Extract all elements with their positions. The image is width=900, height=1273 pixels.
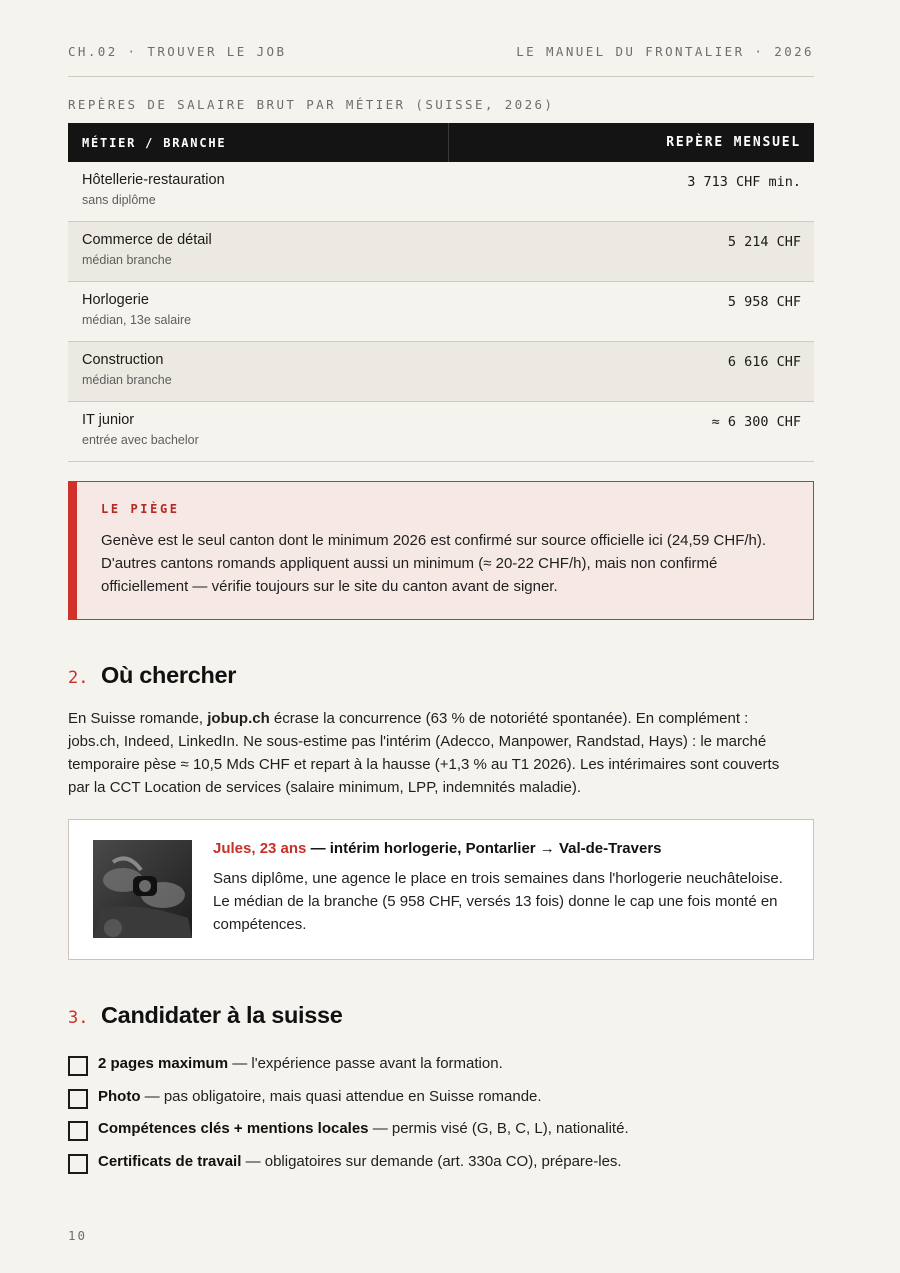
trap-callout	[68, 481, 814, 620]
table-row	[68, 342, 814, 402]
section-heading-2	[68, 662, 236, 689]
section-number: 2.	[68, 668, 89, 688]
testimonial-role: — intérim horlogerie, Pontarlier → Val-de-Travers	[306, 840, 662, 857]
jobup-link-text: jobup.ch	[207, 710, 270, 727]
job-name: Commerce de détail	[82, 232, 212, 248]
checklist-item-text: — obligatoires sur demande (art. 330a CO), prépare-les.	[241, 1152, 622, 1170]
checkbox-icon[interactable]	[68, 1154, 88, 1174]
job-name: IT junior	[82, 412, 135, 428]
trap-label: LE PIÈGE	[101, 502, 180, 516]
testimonial-text: Sans diplôme, une agence le place en trois semaines dans l'horlogerie neuchâteloise. Le médian de la branche (5 958 CHF, versés 13 fois) donne le cap une fois monté en compétences.	[213, 870, 783, 933]
table-row	[68, 282, 814, 342]
salary-table	[68, 123, 814, 462]
testimonial-heading	[213, 840, 793, 857]
application-checklist	[68, 1054, 814, 1184]
job-note: médian, 13e salaire	[82, 313, 192, 327]
checklist-item	[68, 1054, 814, 1087]
paragraph-text: écrase la concurrence (63 % de notoriété spontanée). En complément : jobs.ch, Indeed, LinkedIn. Ne sous-estime pas l'intérim (Adecco, Manpower, Randstad, Hays) : le marché temporaire pèse ≈ 10,5 Mds CHF et repart à la hausse (+1,3 % au T1 2026). Les intérimaires sont couverts par la CCT Location de services (salaire minimum, LPP, indemnités maladie).	[68, 710, 780, 796]
job-name: Hôtellerie-restauration	[82, 172, 225, 188]
checklist-item-bold: Compétences clés + mentions locales	[98, 1120, 369, 1137]
table-row	[68, 162, 814, 222]
salary-value: 6 616 CHF	[727, 354, 801, 370]
checklist-item	[68, 1087, 814, 1120]
salary-value: 5 214 CHF	[727, 234, 801, 250]
checkbox-icon[interactable]	[68, 1056, 88, 1076]
checklist-item-text: — pas obligatoire, mais quasi attendue en Suisse romande.	[140, 1087, 542, 1105]
checklist-item-bold: Photo	[98, 1087, 141, 1105]
job-name: Construction	[82, 352, 164, 368]
table-row	[68, 222, 814, 282]
trap-text: Genève est le seul canton dont le minimum 2026 est confirmé sur source officielle ici (24,59 CHF/h). D'autres cantons romands appliquent aussi un minimum (≈ 20-22 CHF/h), mais non confirmé officiellement — vérifie toujours sur le site du canton avant de signer.	[101, 532, 767, 595]
header-divider	[68, 76, 814, 77]
chapter-label: CH.02 · TROUVER LE JOB	[68, 44, 287, 59]
checkbox-icon[interactable]	[68, 1089, 88, 1109]
job-note: entrée avec bachelor	[82, 433, 199, 447]
section-heading-3	[68, 1002, 343, 1029]
job-note: médian branche	[82, 253, 172, 267]
section-title: Candidater à la suisse	[101, 1002, 343, 1028]
salary-value: ≈ 6 300 CHF	[711, 414, 801, 430]
checklist-item	[68, 1152, 814, 1185]
checklist-item-bold: Certificats de travail	[98, 1152, 242, 1170]
checklist-item-bold: 2 pages maximum	[98, 1055, 229, 1072]
checklist-item	[68, 1119, 814, 1152]
checklist-item-text: — permis visé (G, B, C, L), nationalité.	[368, 1120, 629, 1137]
checklist-item-text: — l'expérience passe avant la formation.	[228, 1055, 503, 1072]
column-header-job: MÉTIER / BRANCHE	[68, 123, 449, 162]
paragraph-text: En Suisse romande,	[68, 710, 208, 727]
salary-value: 5 958 CHF	[727, 294, 801, 310]
watchmaker-photo-icon	[93, 840, 192, 938]
job-note: médian branche	[82, 373, 172, 387]
running-head	[68, 44, 814, 59]
section-number: 3.	[68, 1008, 89, 1028]
section-title: Où chercher	[101, 662, 237, 688]
table-header	[68, 123, 814, 162]
page-number: 10	[68, 1228, 88, 1243]
table-row	[68, 402, 814, 462]
testimonial-name: Jules, 23 ans	[213, 840, 307, 857]
table-caption: REPÈRES DE SALAIRE BRUT PAR MÉTIER (SUISSE, 2026)	[68, 97, 555, 112]
book-title: LE MANUEL DU FRONTALIER · 2026	[516, 44, 814, 59]
testimonial-card	[68, 819, 814, 960]
salary-value: 3 713 CHF min.	[687, 174, 801, 190]
checkbox-icon[interactable]	[68, 1121, 88, 1141]
section-2-paragraph	[68, 707, 788, 799]
column-header-salary: REPÈRE MENSUEL	[666, 135, 801, 150]
job-name: Horlogerie	[82, 292, 149, 308]
job-note: sans diplôme	[82, 193, 156, 207]
